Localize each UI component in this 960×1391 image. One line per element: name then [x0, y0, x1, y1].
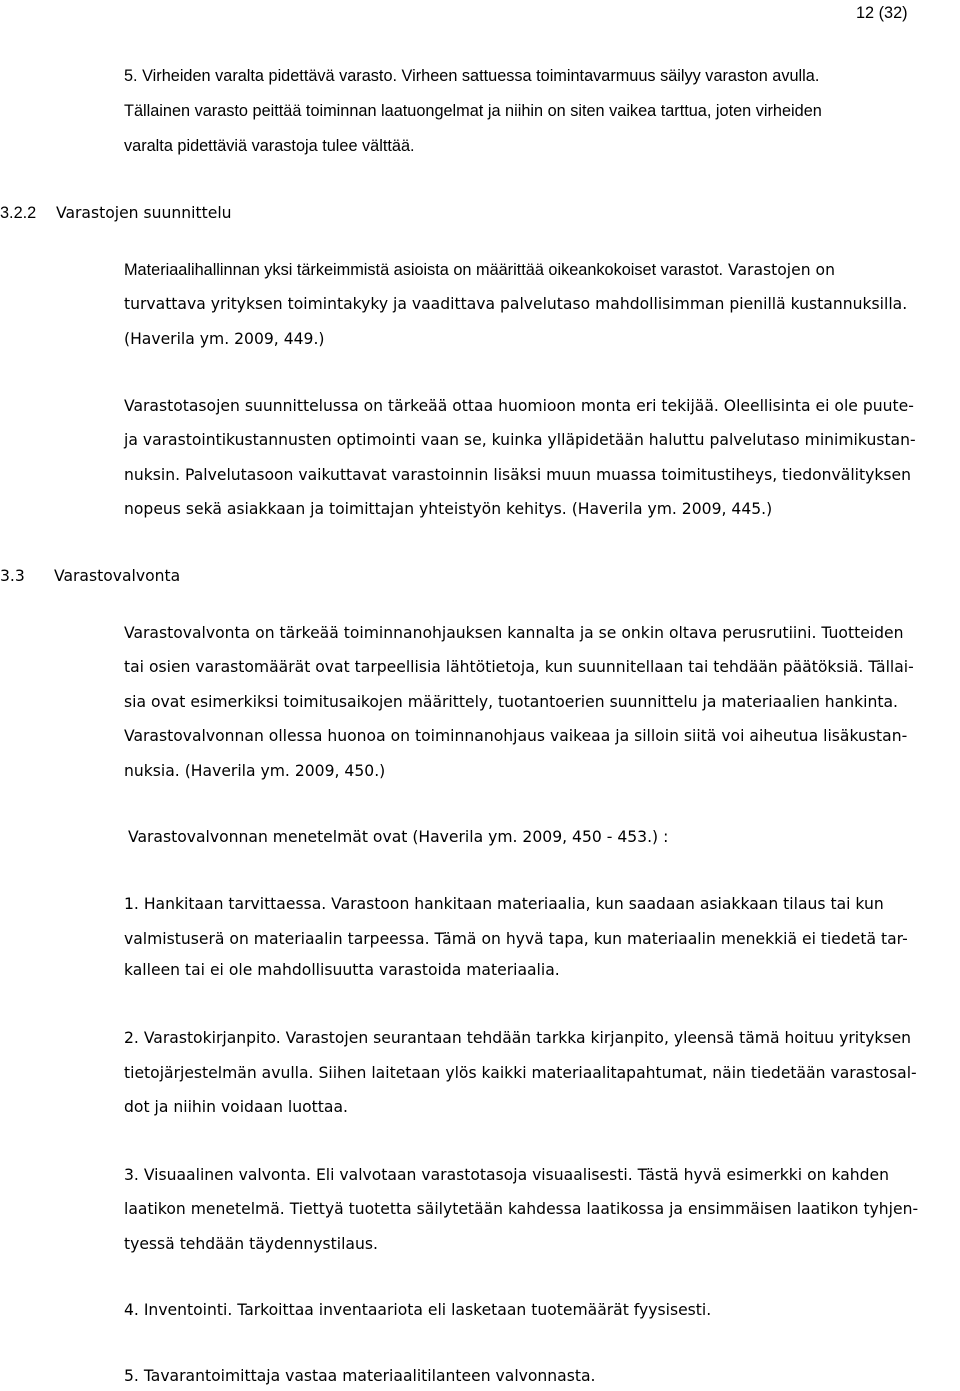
section-title: Varastojen suunnittelu: [56, 204, 232, 222]
paragraph-line: turvattava yrityksen toimintakyky ja vaadittava palvelutaso mahdollisimman pienillä kustannuksilla.: [124, 295, 908, 313]
section-number: 3.2.2: [0, 204, 37, 222]
paragraph-line: tyessä tehdään täydennystilaus.: [124, 1235, 378, 1253]
method-item-4: 4. Inventointi. Tarkoittaa inventaariota eli lasketaan tuotemäärät fyysisesti.: [124, 1301, 712, 1319]
paragraph-line: laatikon menetelmä. Tiettyä tuotetta säilytetään kahdessa laatikossa ja ensimmäisen laatikon tyhjen-: [124, 1200, 919, 1218]
paragraph-line: dot ja niihin voidaan luottaa.: [124, 1098, 348, 1116]
paragraph-line: Tällainen varasto peittää toiminnan laatuongelmat ja niihin on siten vaikea tarttua, joten virheiden: [124, 102, 822, 120]
paragraph-line: tietojärjestelmän avulla. Siihen laitetaan ylös kaikki materiaalitapahtumat, näin tiedetään varastosal-: [124, 1064, 917, 1082]
methods-intro: Varastovalvonnan menetelmät ovat (Haverila ym. 2009, 450 - 453.) :: [128, 828, 669, 846]
section-number: 3.3: [0, 567, 25, 585]
paragraph-line: Varastovalvonta on tärkeää toiminnanohjauksen kannalta ja se onkin oltava perusrutiini. Tuotteiden: [124, 624, 904, 642]
paragraph-line: tai osien varastomäärät ovat tarpeellisia lähtötietoja, kun suunnitellaan tai tehdään päätöksiä. Tällai-: [124, 658, 914, 676]
paragraph-line: [124, 260, 835, 280]
paragraph-line: varalta pidettäviä varastoja tulee välttää.: [124, 137, 415, 155]
paragraph-line: 3. Visuaalinen valvonta. Eli valvotaan varastotasoja visuaalisesti. Tästä hyvä esimerkki on kahden: [124, 1166, 890, 1184]
paragraph-line: Varastovalvonnan ollessa huonoa on toiminnanohjaus vaikeaa ja silloin siitä voi aiheutua lisäkustan-: [124, 727, 908, 745]
page-number: 12 (32): [856, 4, 908, 22]
paragraph-line: nopeus sekä asiakkaan ja toimittajan yhteistyön kehitys. (Haverila ym. 2009, 445.): [124, 500, 773, 518]
paragraph-line: sia ovat esimerkiksi toimitusaikojen määrittely, tuotantoerien suunnittelu ja materiaalien hankinta.: [124, 693, 899, 711]
paragraph-line: 5. Virheiden varalta pidettävä varasto. Virheen sattuessa toimintavarmuus säilyy varaston avulla.: [124, 67, 820, 85]
paragraph-line: valmistuserä on materiaalin tarpeessa. Tämä on hyvä tapa, kun materiaalin menekkiä ei tiedetä tar-: [124, 930, 908, 948]
paragraph-line: ja varastointikustannusten optimointi vaan se, kuinka ylläpidetään haluttu palvelutaso minimikustan-: [124, 431, 916, 449]
paragraph-line: 1. Hankitaan tarvittaessa. Varastoon hankitaan materiaalia, kun saadaan asiakkaan tilaus tai kun: [124, 895, 884, 913]
paragraph-line: kalleen tai ei ole mahdollisuutta varastoida materiaalia.: [124, 961, 560, 979]
paragraph-line: nuksia. (Haverila ym. 2009, 450.): [124, 762, 386, 780]
section-title: Varastovalvonta: [54, 567, 181, 585]
paragraph-line: (Haverila ym. 2009, 449.): [124, 330, 325, 348]
line-segment: Materiaalihallinnan yksi tärkeimmistä asioista on määrittää oikeankokoiset varastot.: [124, 261, 724, 279]
paragraph-line: 2. Varastokirjanpito. Varastojen seurantaan tehdään tarkka kirjanpito, yleensä tämä hoituu yrityksen: [124, 1029, 912, 1047]
line-segment: Varastojen on: [728, 261, 835, 279]
method-item-5: 5. Tavarantoimittaja vastaa materiaalitilanteen valvonnasta.: [124, 1367, 596, 1385]
paragraph-line: Varastotasojen suunnittelussa on tärkeää ottaa huomioon monta eri tekijää. Oleellisinta ei ole puute-: [124, 397, 914, 415]
paragraph-line: nuksin. Palvelutasoon vaikuttavat varastoinnin lisäksi muun muassa toimitustiheys, tiedonvälityksen: [124, 466, 911, 484]
